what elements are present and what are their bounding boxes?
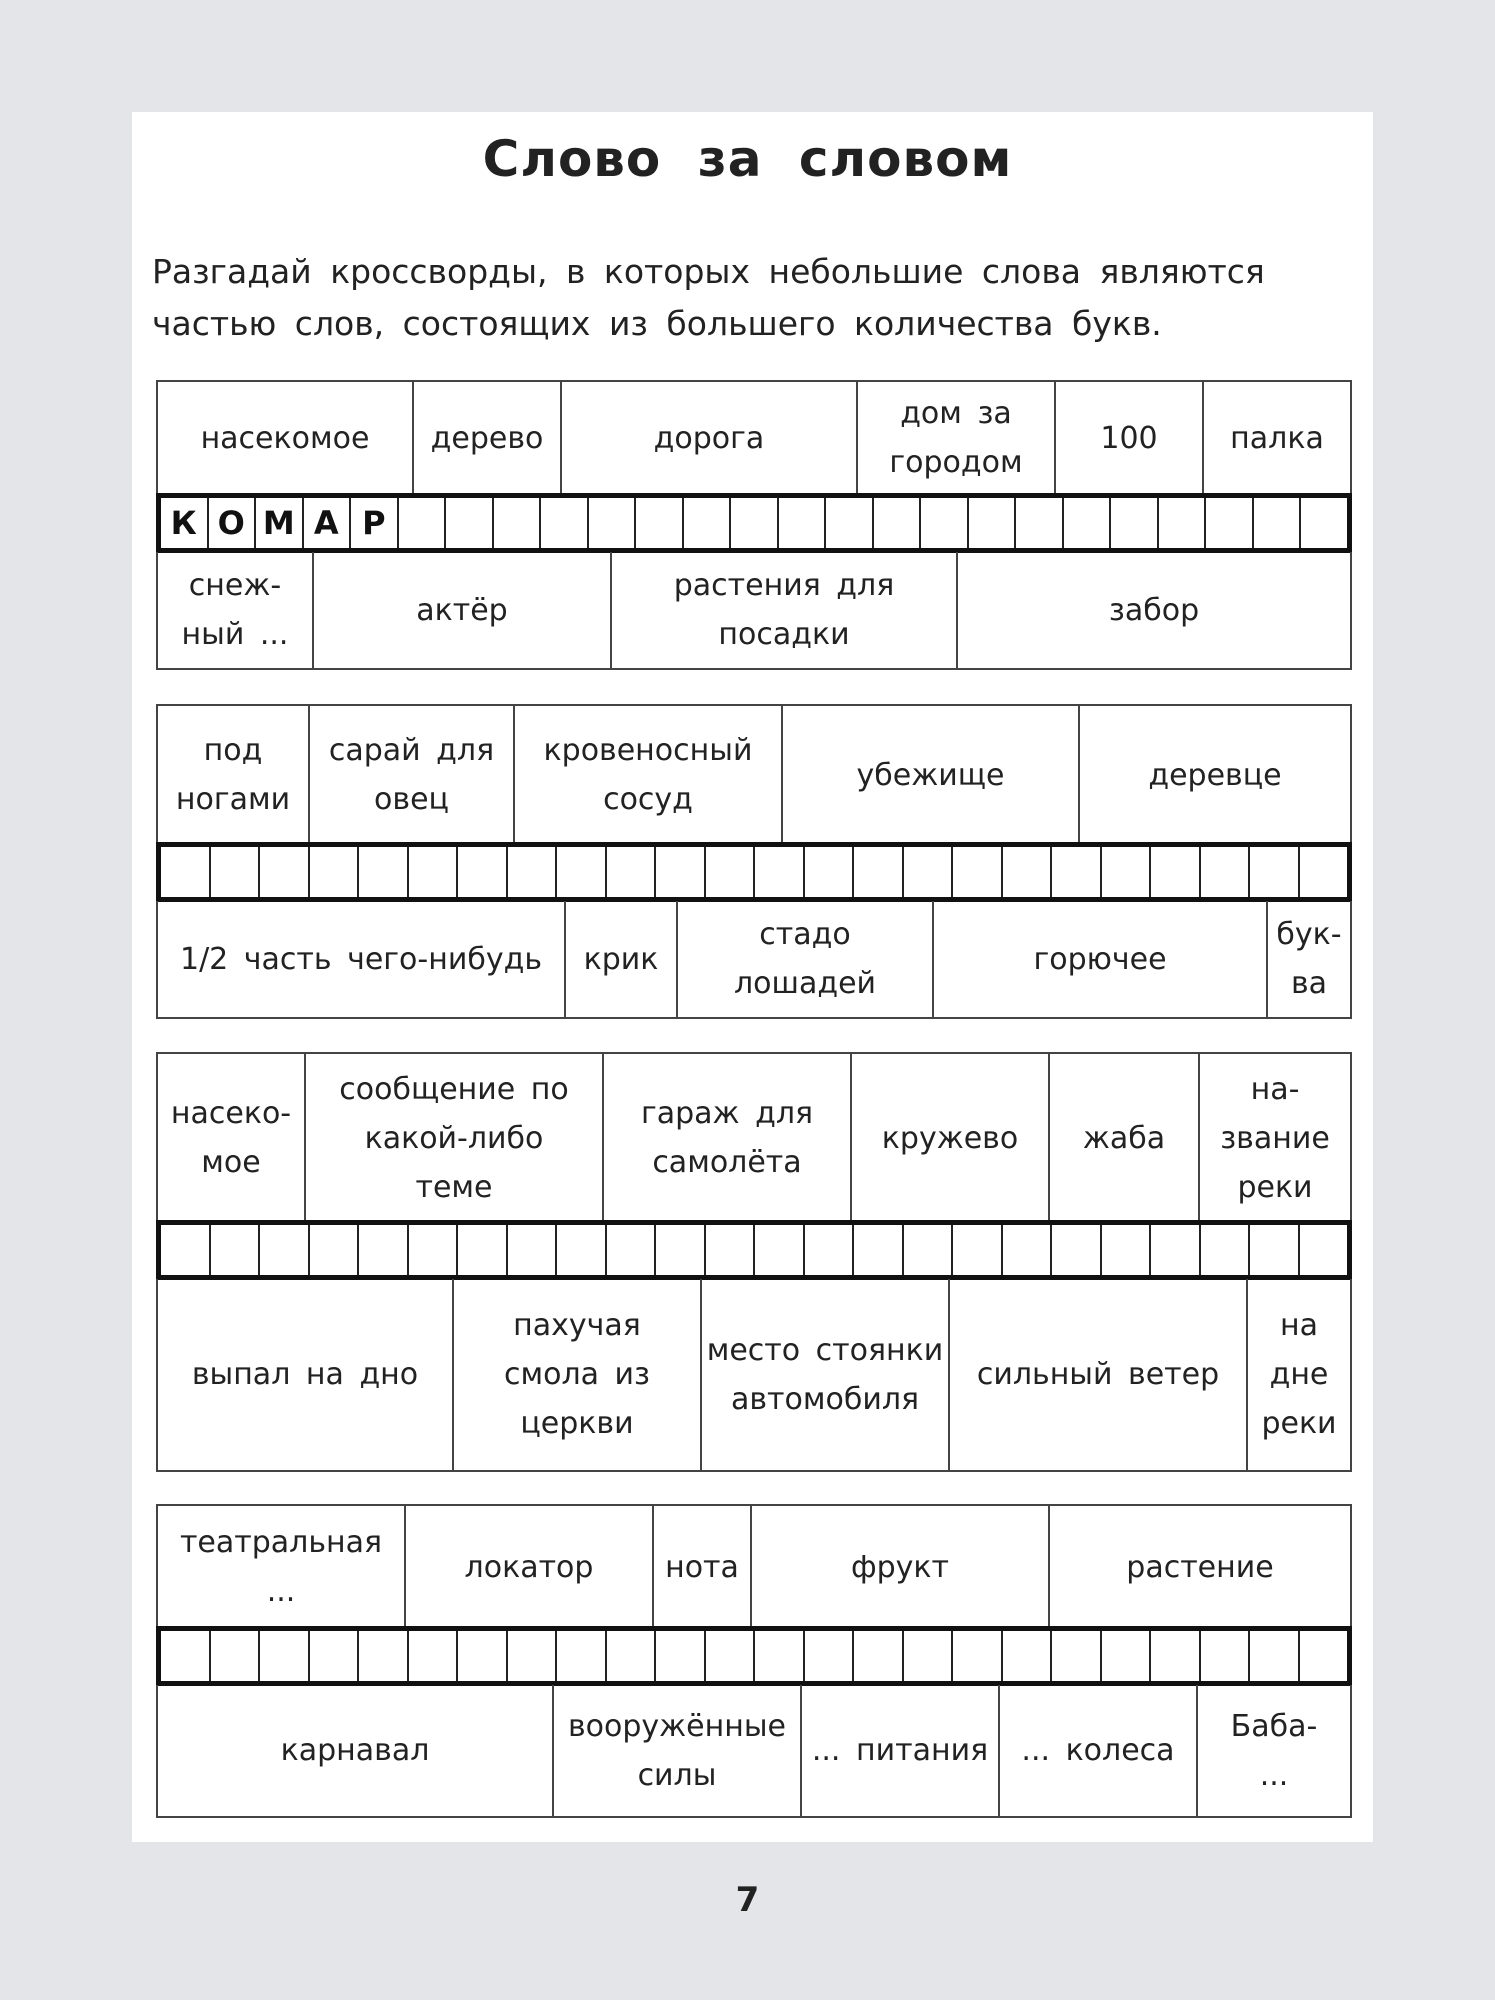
clue-cell: кружево <box>850 1052 1050 1222</box>
clues-bottom-row <box>156 1685 1352 1818</box>
letter-cell[interactable] <box>904 1225 954 1275</box>
letter-cell[interactable] <box>359 1631 409 1681</box>
letter-cell[interactable] <box>656 1225 706 1275</box>
letter-cell[interactable] <box>310 1631 360 1681</box>
clue-cell: насекомое <box>156 380 414 494</box>
clue-cell: дорога <box>560 380 858 494</box>
letter-cell[interactable] <box>541 498 589 548</box>
crossword-2 <box>156 704 1352 1019</box>
answer-grid <box>156 1626 1352 1686</box>
clue-cell: сообщение по какой-либо теме <box>304 1052 604 1222</box>
answer-grid <box>156 493 1352 553</box>
letter-cell[interactable] <box>854 847 904 897</box>
clue-cell: убежище <box>781 704 1080 844</box>
letter-cell[interactable] <box>1003 847 1053 897</box>
letter-cell[interactable] <box>161 1225 211 1275</box>
letter-cell[interactable] <box>607 1631 657 1681</box>
letter-cell[interactable] <box>607 847 657 897</box>
clue-cell: горючее <box>932 901 1268 1019</box>
letter-cell[interactable] <box>211 1225 261 1275</box>
clues-bottom-row <box>156 1279 1352 1472</box>
clue-cell: вооружённые силы <box>552 1685 802 1818</box>
letter-cell[interactable] <box>854 1631 904 1681</box>
letter-cell[interactable] <box>874 498 922 548</box>
letter-cell[interactable]: М <box>256 498 304 548</box>
clues-top-row <box>156 704 1352 844</box>
letter-cell[interactable] <box>1206 498 1254 548</box>
letter-cell[interactable] <box>508 1631 558 1681</box>
letter-cell[interactable]: Р <box>351 498 399 548</box>
letter-cell[interactable] <box>589 498 637 548</box>
clue-cell: стадо лошадей <box>676 901 934 1019</box>
letter-cell[interactable] <box>1052 1225 1102 1275</box>
letter-cell[interactable] <box>969 498 1017 548</box>
letter-cell[interactable] <box>607 1225 657 1275</box>
letter-cell[interactable] <box>779 498 827 548</box>
letter-cell[interactable] <box>656 847 706 897</box>
letter-cell[interactable] <box>1016 498 1064 548</box>
clue-cell: фрукт <box>750 1504 1050 1628</box>
clue-cell: снеж- ный ... <box>156 552 314 670</box>
letter-cell[interactable] <box>921 498 969 548</box>
letter-cell[interactable] <box>953 1631 1003 1681</box>
letter-cell[interactable] <box>706 847 756 897</box>
letter-cell[interactable] <box>904 847 954 897</box>
clue-cell: Баба- ... <box>1196 1685 1352 1818</box>
letter-cell[interactable] <box>755 1631 805 1681</box>
letter-cell[interactable]: К <box>161 498 209 548</box>
clue-cell: сарай для овец <box>308 704 515 844</box>
clue-cell: под ногами <box>156 704 310 844</box>
letter-cell[interactable] <box>1300 847 1348 897</box>
letter-cell[interactable] <box>755 847 805 897</box>
letter-cell[interactable] <box>706 1631 756 1681</box>
letter-cell[interactable] <box>1102 1225 1152 1275</box>
clue-cell: ... колеса <box>998 1685 1198 1818</box>
letter-cell[interactable] <box>260 1225 310 1275</box>
clues-top-row <box>156 1504 1352 1628</box>
clue-cell: карнавал <box>156 1685 554 1818</box>
clue-cell: насеко- мое <box>156 1052 306 1222</box>
clue-cell: крик <box>564 901 678 1019</box>
letter-cell[interactable] <box>1151 1225 1201 1275</box>
instructions: Разгадай кроссворды, в которых небольшие слова являются частью слов, состоящих из большего количества букв. <box>152 252 1265 343</box>
letter-cell[interactable] <box>1159 498 1207 548</box>
clue-cell: нота <box>652 1504 752 1628</box>
letter-cell[interactable] <box>1052 1631 1102 1681</box>
letter-cell[interactable] <box>260 847 310 897</box>
clue-cell: забор <box>956 552 1352 670</box>
answer-grid <box>156 842 1352 902</box>
crossword-4 <box>156 1504 1352 1818</box>
clue-cell: 100 <box>1054 380 1204 494</box>
letter-cell[interactable] <box>1254 498 1302 548</box>
letter-cell[interactable] <box>1250 1631 1300 1681</box>
letter-cell[interactable] <box>260 1631 310 1681</box>
letter-cell[interactable] <box>458 1225 508 1275</box>
letter-cell[interactable] <box>1250 847 1300 897</box>
page-title: Слово за словом <box>482 130 1013 188</box>
letter-cell[interactable] <box>508 847 558 897</box>
letter-cell[interactable] <box>161 1631 211 1681</box>
letter-cell[interactable] <box>826 498 874 548</box>
letter-cell[interactable] <box>1300 1631 1348 1681</box>
letter-cell[interactable] <box>953 1225 1003 1275</box>
letter-cell[interactable] <box>1201 1225 1251 1275</box>
letter-cell[interactable] <box>636 498 684 548</box>
letter-cell[interactable] <box>409 1225 459 1275</box>
letter-cell[interactable] <box>656 1631 706 1681</box>
letter-cell[interactable] <box>557 1225 607 1275</box>
letter-cell[interactable] <box>1201 847 1251 897</box>
letter-cell[interactable] <box>1151 1631 1201 1681</box>
letter-cell[interactable] <box>310 847 360 897</box>
letter-cell[interactable] <box>458 847 508 897</box>
answer-grid <box>156 1220 1352 1280</box>
letter-cell[interactable] <box>494 498 542 548</box>
letter-cell[interactable] <box>211 1631 261 1681</box>
page-number: 7 <box>735 1880 760 1920</box>
letter-cell[interactable] <box>161 847 211 897</box>
letter-cell[interactable] <box>1064 498 1112 548</box>
letter-cell[interactable] <box>731 498 779 548</box>
clue-cell: пахучая смола из церкви <box>452 1279 702 1472</box>
clue-cell: дом за городом <box>856 380 1056 494</box>
letter-cell[interactable] <box>446 498 494 548</box>
letter-cell[interactable] <box>458 1631 508 1681</box>
clue-cell: палка <box>1202 380 1352 494</box>
clue-cell: на дне реки <box>1246 1279 1352 1472</box>
letter-cell[interactable] <box>1003 1225 1053 1275</box>
clue-cell: растения для посадки <box>610 552 958 670</box>
letter-cell[interactable] <box>399 498 447 548</box>
clue-cell: ... питания <box>800 1685 1000 1818</box>
letter-cell[interactable] <box>1102 1631 1152 1681</box>
clue-cell: сильный ветер <box>948 1279 1248 1472</box>
crossword-3 <box>156 1052 1352 1472</box>
clue-cell: бук- ва <box>1266 901 1352 1019</box>
clues-top-row <box>156 1052 1352 1222</box>
letter-cell[interactable] <box>310 1225 360 1275</box>
letter-cell[interactable] <box>409 1631 459 1681</box>
letter-cell[interactable] <box>706 1225 756 1275</box>
clue-cell: локатор <box>404 1504 654 1628</box>
letter-cell[interactable] <box>854 1225 904 1275</box>
letter-cell[interactable] <box>684 498 732 548</box>
letter-cell[interactable] <box>953 847 1003 897</box>
letter-cell[interactable] <box>557 847 607 897</box>
letter-cell[interactable] <box>904 1631 954 1681</box>
clue-cell: растение <box>1048 1504 1352 1628</box>
clue-cell: на- звание реки <box>1198 1052 1352 1222</box>
letter-cell[interactable] <box>1300 1225 1348 1275</box>
letter-cell[interactable] <box>557 1631 607 1681</box>
clues-top-row <box>156 380 1352 494</box>
clues-bottom-row <box>156 901 1352 1019</box>
crossword-1 <box>156 380 1352 670</box>
letter-cell[interactable] <box>359 1225 409 1275</box>
letter-cell[interactable] <box>1111 498 1159 548</box>
letter-cell[interactable] <box>1151 847 1201 897</box>
letter-cell[interactable] <box>805 847 855 897</box>
clue-cell: гараж для самолёта <box>602 1052 852 1222</box>
clue-cell: 1/2 часть чего-нибудь <box>156 901 566 1019</box>
clue-cell: жаба <box>1048 1052 1200 1222</box>
letter-cell[interactable] <box>211 847 261 897</box>
letter-cell[interactable] <box>1250 1225 1300 1275</box>
letter-cell[interactable] <box>755 1225 805 1275</box>
letter-cell[interactable] <box>409 847 459 897</box>
letter-cell[interactable] <box>1003 1631 1053 1681</box>
clue-cell: место стоянки автомобиля <box>700 1279 950 1472</box>
letter-cell[interactable] <box>805 1631 855 1681</box>
clue-cell: выпал на дно <box>156 1279 454 1472</box>
letter-cell[interactable] <box>508 1225 558 1275</box>
letter-cell[interactable] <box>1102 847 1152 897</box>
clue-cell: театральная ... <box>156 1504 406 1628</box>
letter-cell[interactable] <box>805 1225 855 1275</box>
clues-bottom-row <box>156 552 1352 670</box>
clue-cell: кровеносный сосуд <box>513 704 783 844</box>
letter-cell[interactable]: А <box>304 498 352 548</box>
letter-cell[interactable] <box>1052 847 1102 897</box>
letter-cell[interactable] <box>1201 1631 1251 1681</box>
letter-cell[interactable] <box>359 847 409 897</box>
clue-cell: деревце <box>1078 704 1352 844</box>
letter-cell[interactable] <box>1301 498 1347 548</box>
letter-cell[interactable]: О <box>209 498 257 548</box>
clue-cell: дерево <box>412 380 562 494</box>
clue-cell: актёр <box>312 552 612 670</box>
